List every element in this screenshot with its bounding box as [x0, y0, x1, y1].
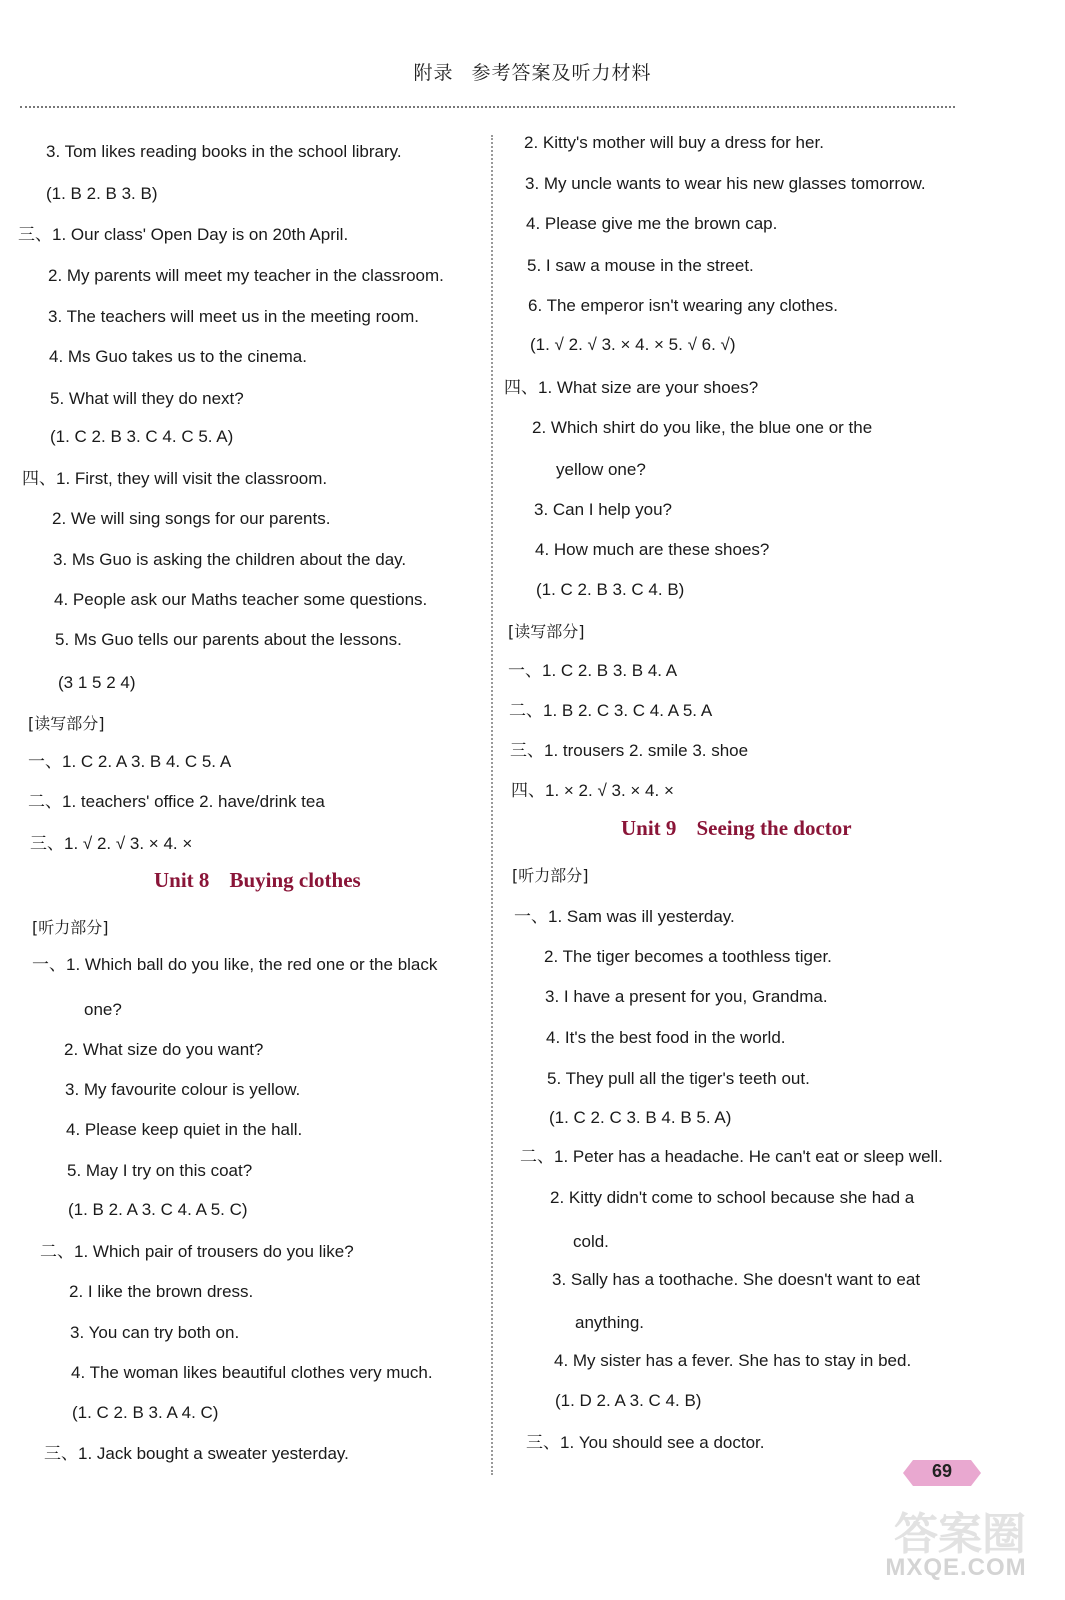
- text-line: 3. My uncle wants to wear his new glasses tomorrow.: [525, 174, 926, 193]
- text-line: 2. Kitty's mother will buy a dress for her.: [524, 133, 824, 152]
- header-rule: [20, 106, 955, 108]
- section-heading-listening: [听力部分]: [32, 918, 109, 937]
- text-line: 2. I like the brown dress.: [69, 1282, 254, 1301]
- section-heading-listening: [听力部分]: [512, 866, 589, 885]
- watermark-logo: [866, 1492, 1046, 1592]
- answer-line: (1. C 2. B 3. C 4. C 5. A): [50, 427, 234, 446]
- section-line: 三、1. Jack bought a sweater yesterday.: [44, 1444, 349, 1463]
- answer-line: (1. √ 2. √ 3. × 4. × 5. √ 6. √): [530, 335, 736, 354]
- text-line: 3. Ms Guo is asking the children about the day.: [53, 550, 407, 569]
- section-line: 三、1. Our class' Open Day is on 20th April.: [18, 225, 349, 244]
- text-line: 2. Kitty didn't come to school because she had a: [550, 1188, 915, 1207]
- text-line: 3. Can I help you?: [534, 500, 672, 519]
- answer-line: 三、1. √ 2. √ 3. × 4. ×: [30, 834, 193, 853]
- section-line: 二、1. Peter has a headache. He can't eat or sleep well.: [520, 1147, 943, 1166]
- text-line: 2. We will sing songs for our parents.: [52, 509, 331, 528]
- unit-9-number: Unit 9: [621, 816, 677, 840]
- section-line: 三、1. You should see a doctor.: [526, 1433, 765, 1452]
- text-line: anything.: [575, 1313, 644, 1332]
- text-line: 4. Ms Guo takes us to the cinema.: [49, 347, 307, 366]
- unit-8-number: Unit 8: [154, 868, 210, 892]
- text-line: 6. The emperor isn't wearing any clothes.: [528, 296, 839, 315]
- section-line: 二、1. Which pair of trousers do you like?: [40, 1242, 354, 1261]
- text-line: 2. Which shirt do you like, the blue one or the: [532, 418, 873, 437]
- answer-line: (1. B 2. A 3. C 4. A 5. C): [68, 1200, 248, 1219]
- answer-line: (1. C 2. B 3. C 4. B): [536, 580, 685, 599]
- section-line: 四、1. First, they will visit the classroom.: [22, 469, 328, 488]
- answer-line: (1. C 2. C 3. B 4. B 5. A): [549, 1108, 732, 1127]
- answer-line: (1. B 2. B 3. B): [46, 184, 158, 203]
- answer-line: 一、1. C 2. A 3. B 4. C 5. A: [28, 752, 232, 771]
- answer-line: (1. C 2. B 3. A 4. C): [72, 1403, 219, 1422]
- text-line: 2. What size do you want?: [64, 1040, 264, 1059]
- page-header: [0, 58, 1065, 85]
- column-divider: [491, 135, 493, 1475]
- text-line: 3. My favourite colour is yellow.: [65, 1080, 301, 1099]
- unit-8-name: Buying clothes: [229, 868, 361, 892]
- unit-9-title: [621, 816, 852, 841]
- answer-line: 四、1. × 2. √ 3. × 4. ×: [511, 781, 674, 800]
- text-line: 4. Please give me the brown cap.: [526, 214, 778, 233]
- answer-line: (3 1 5 2 4): [58, 673, 136, 692]
- section-heading-reading-writing: [读写部分]: [28, 714, 105, 733]
- watermark-url: MXQE.COM: [885, 1554, 1027, 1581]
- text-line: 4. My sister has a fever. She has to stay in bed.: [554, 1351, 912, 1370]
- section-heading-reading-writing: [读写部分]: [508, 622, 585, 641]
- page-number: 69: [931, 1461, 953, 1481]
- text-line: 4. Please keep quiet in the hall.: [66, 1120, 303, 1139]
- text-line: yellow one?: [556, 460, 646, 479]
- text-line: 2. My parents will meet my teacher in the classroom.: [48, 266, 444, 285]
- section-line: 一、1. Sam was ill yesterday.: [514, 907, 735, 926]
- answer-line: 一、1. C 2. B 3. B 4. A: [508, 661, 678, 680]
- answer-line: 二、1. teachers' office 2. have/drink tea: [28, 792, 325, 811]
- section-line: 一、1. Which ball do you like, the red one or the black: [32, 955, 438, 974]
- text-line: 5. I saw a mouse in the street.: [527, 256, 754, 275]
- unit-9-name: Seeing the doctor: [696, 816, 852, 840]
- answer-line: 三、1. trousers 2. smile 3. shoe: [510, 741, 749, 760]
- unit-8-title: [154, 868, 361, 893]
- text-line: 4. People ask our Maths teacher some questions.: [54, 590, 428, 609]
- text-line: 3. The teachers will meet us in the meeting room.: [48, 307, 420, 326]
- text-line: one?: [84, 1000, 122, 1019]
- answer-line: (1. D 2. A 3. C 4. B): [555, 1391, 702, 1410]
- text-line: 4. How much are these shoes?: [535, 540, 770, 559]
- text-line: 3. I have a present for you, Grandma.: [545, 987, 828, 1006]
- section-line: 四、1. What size are your shoes?: [504, 378, 759, 397]
- header-title: 参考答案及听力材料: [471, 62, 652, 84]
- text-line: 5. May I try on this coat?: [67, 1161, 253, 1180]
- text-line: cold.: [573, 1232, 609, 1251]
- text-line: 4. It's the best food in the world.: [546, 1028, 786, 1047]
- text-line: 3. You can try both on.: [70, 1323, 240, 1342]
- text-line: 5. What will they do next?: [50, 389, 244, 408]
- watermark-cjk: 答案圈: [894, 1509, 1026, 1560]
- text-line: 3. Sally has a toothache. She doesn't want to eat: [552, 1270, 921, 1289]
- text-line: 3. Tom likes reading books in the school library.: [46, 142, 402, 161]
- text-line: 2. The tiger becomes a toothless tiger.: [544, 947, 832, 966]
- text-line: 4. The woman likes beautiful clothes very much.: [71, 1363, 433, 1382]
- answer-line: 二、1. B 2. C 3. C 4. A 5. A: [509, 701, 713, 720]
- text-line: 5. They pull all the tiger's teeth out.: [547, 1069, 810, 1088]
- text-line: 5. Ms Guo tells our parents about the lessons.: [55, 630, 402, 649]
- header-appendix: 附录: [413, 62, 454, 84]
- page-number-badge: [903, 1458, 981, 1488]
